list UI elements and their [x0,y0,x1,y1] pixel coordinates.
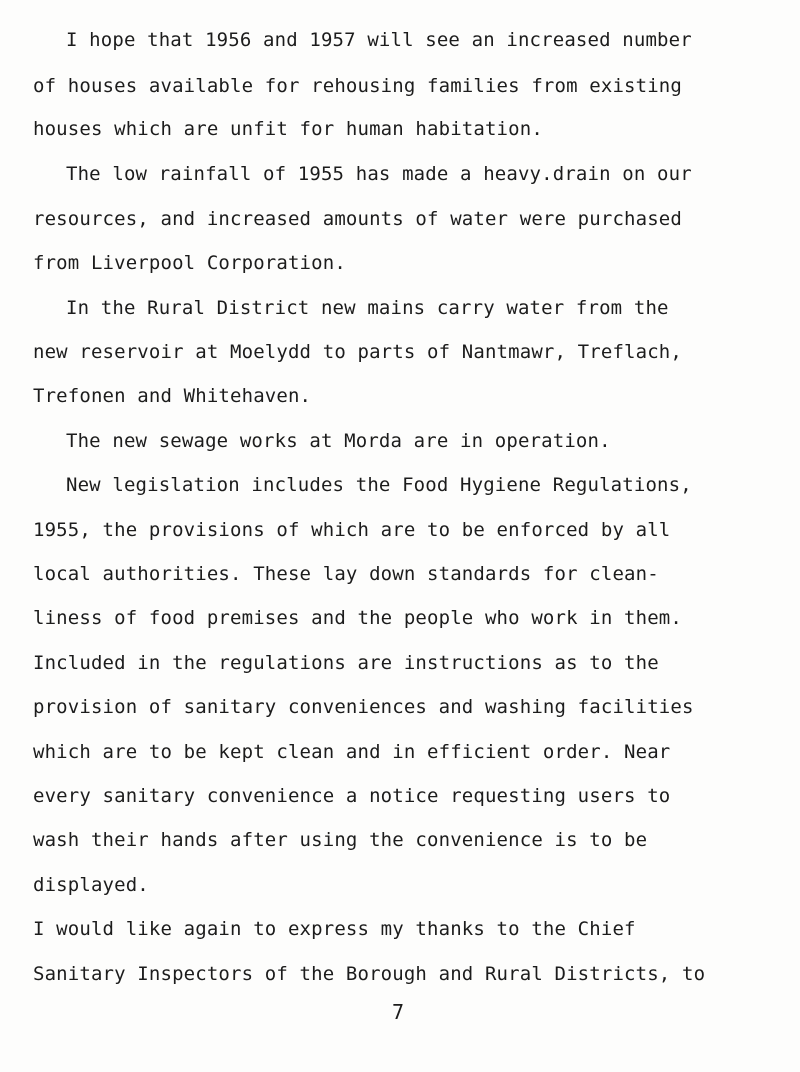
text-line: 1955, the provisions of which are to be enforced by all [33,519,671,541]
text-line: resources, and increased amounts of water were purchased [33,208,682,230]
text-line: every sanitary convenience a notice requesting users to [33,785,671,807]
text-line: Trefonen and Whitehaven. [33,385,312,407]
text-line: In the Rural District new mains carry water from the [66,297,669,319]
text-line: new reservoir at Moelydd to parts of Nantmawr, Treflach, [33,341,682,363]
page-number: 7 [392,1000,405,1024]
text-line: local authorities. These lay down standards for clean- [33,563,659,585]
text-line: I hope that 1956 and 1957 will see an increased number [66,29,692,51]
text-line: The low rainfall of 1955 has made a heavy.drain on our [66,163,692,185]
text-line: I would like again to express my thanks to the Chief [33,918,636,940]
text-line: of houses available for rehousing families from existing [33,75,682,97]
text-line: liness of food premises and the people who work in them. [33,607,682,629]
text-line: Sanitary Inspectors of the Borough and Rural Districts, to [33,963,706,985]
text-line: which are to be kept clean and in efficient order. Near [33,741,671,763]
text-line: provision of sanitary conveniences and washing facilities [33,696,694,718]
text-line: New legislation includes the Food Hygiene Regulations, [66,474,692,496]
text-line: wash their hands after using the convenience is to be [33,829,648,851]
text-line: The new sewage works at Morda are in operation. [66,430,611,452]
text-line: displayed. [33,874,149,896]
text-line: Included in the regulations are instructions as to the [33,652,659,674]
text-line: houses which are unfit for human habitation. [33,118,543,140]
text-line: from Liverpool Corporation. [33,252,346,274]
